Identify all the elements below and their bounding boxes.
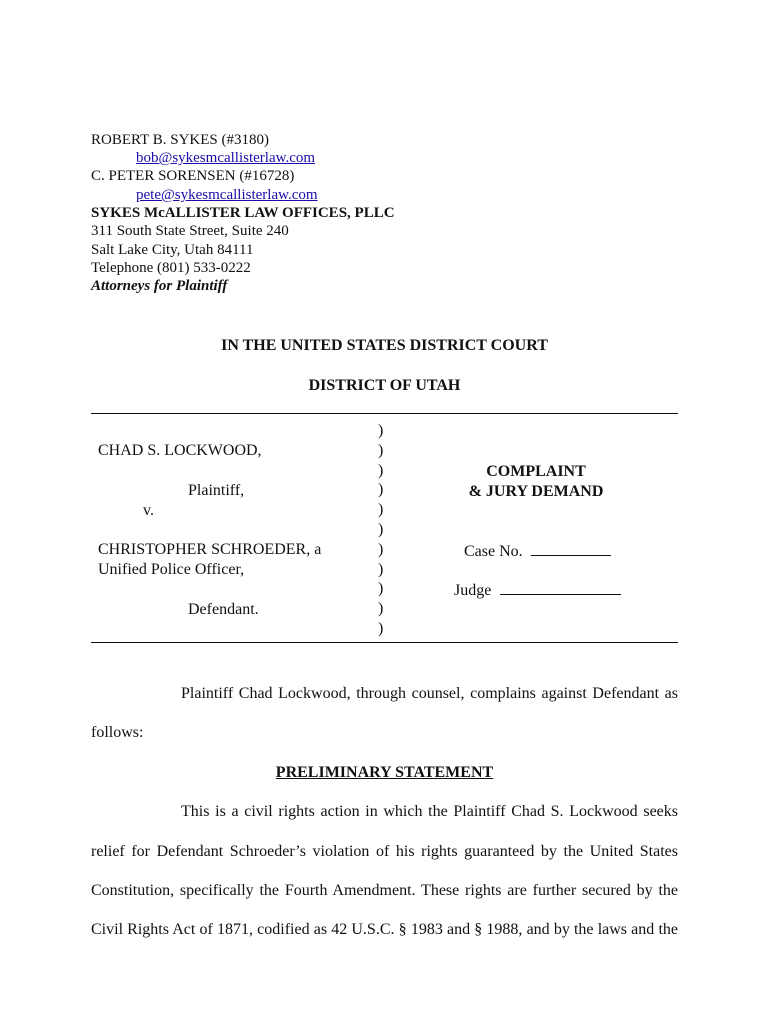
firm-address-line1: 311 South State Street, Suite 240 <box>91 223 289 239</box>
caption-top-rule <box>91 413 678 414</box>
statement-line3: Constitution, specifically the Fourth Amendment. These rights are further secured by the <box>91 882 678 899</box>
statement-line1: This is a civil rights action in which the Plaintiff Chad S. Lockwood seeks <box>181 803 678 820</box>
caption-paren: ) <box>378 481 384 499</box>
attorney2-name: C. PETER SORENSEN (#16728) <box>91 168 295 184</box>
caption-paren: ) <box>378 580 384 598</box>
document-title-line1: COMPLAINT <box>486 463 586 480</box>
law-firm-name: SYKES McALLISTER LAW OFFICES, PLLC <box>91 205 395 221</box>
attorneys-for-label: Attorneys for Plaintiff <box>91 278 228 294</box>
caption-paren: ) <box>378 520 384 538</box>
firm-address-line2: Salt Lake City, Utah 84111 <box>91 242 254 258</box>
judge-label: Judge <box>454 582 492 599</box>
firm-telephone: Telephone (801) 533-0222 <box>91 260 251 276</box>
statement-line2: relief for Defendant Schroeder’s violation of his rights guaranteed by the United States <box>91 843 678 860</box>
intro-paragraph-line1: Plaintiff Chad Lockwood, through counsel, complains against Defendant as <box>181 685 678 702</box>
section-heading: PRELIMINARY STATEMENT <box>275 764 494 781</box>
attorney2-email-link[interactable]: pete@sykesmcallisterlaw.com <box>136 187 318 203</box>
court-name: IN THE UNITED STATES DISTRICT COURT <box>221 337 548 354</box>
caption-parenthesis-column <box>378 421 388 639</box>
judge-field <box>454 580 621 600</box>
plaintiff-label: Plaintiff, <box>188 482 245 499</box>
defendant-name-line2: Unified Police Officer, <box>98 561 245 578</box>
caption-bottom-rule <box>91 642 678 643</box>
caption-paren: ) <box>378 461 384 479</box>
case-number-label: Case No. <box>464 543 523 560</box>
attorney1-email-link[interactable]: bob@sykesmcallisterlaw.com <box>136 150 316 166</box>
statement-line4: Civil Rights Act of 1871, codified as 42 U.S.C. § 1983 and § 1988, and by the laws and the <box>91 921 678 938</box>
document-title-line2: & JURY DEMAND <box>468 483 604 500</box>
defendant-name-line1: CHRISTOPHER SCHROEDER, a <box>98 541 322 558</box>
caption-paren: ) <box>378 441 384 459</box>
case-number-field <box>464 541 611 561</box>
caption-paren: ) <box>378 540 384 558</box>
caption-paren: ) <box>378 600 384 618</box>
case-number-blank <box>531 541 611 556</box>
caption-paren: ) <box>378 619 384 637</box>
defendant-label: Defendant. <box>188 601 259 618</box>
intro-paragraph-line2: follows: <box>91 724 144 741</box>
caption-paren: ) <box>378 501 384 519</box>
court-district: DISTRICT OF UTAH <box>308 377 461 394</box>
plaintiff-name: CHAD S. LOCKWOOD, <box>98 442 262 459</box>
attorney1-name: ROBERT B. SYKES (#3180) <box>91 132 270 148</box>
caption-paren: ) <box>378 560 384 578</box>
judge-blank <box>500 580 621 595</box>
caption-paren: ) <box>378 422 384 439</box>
versus-label: v. <box>143 502 154 519</box>
